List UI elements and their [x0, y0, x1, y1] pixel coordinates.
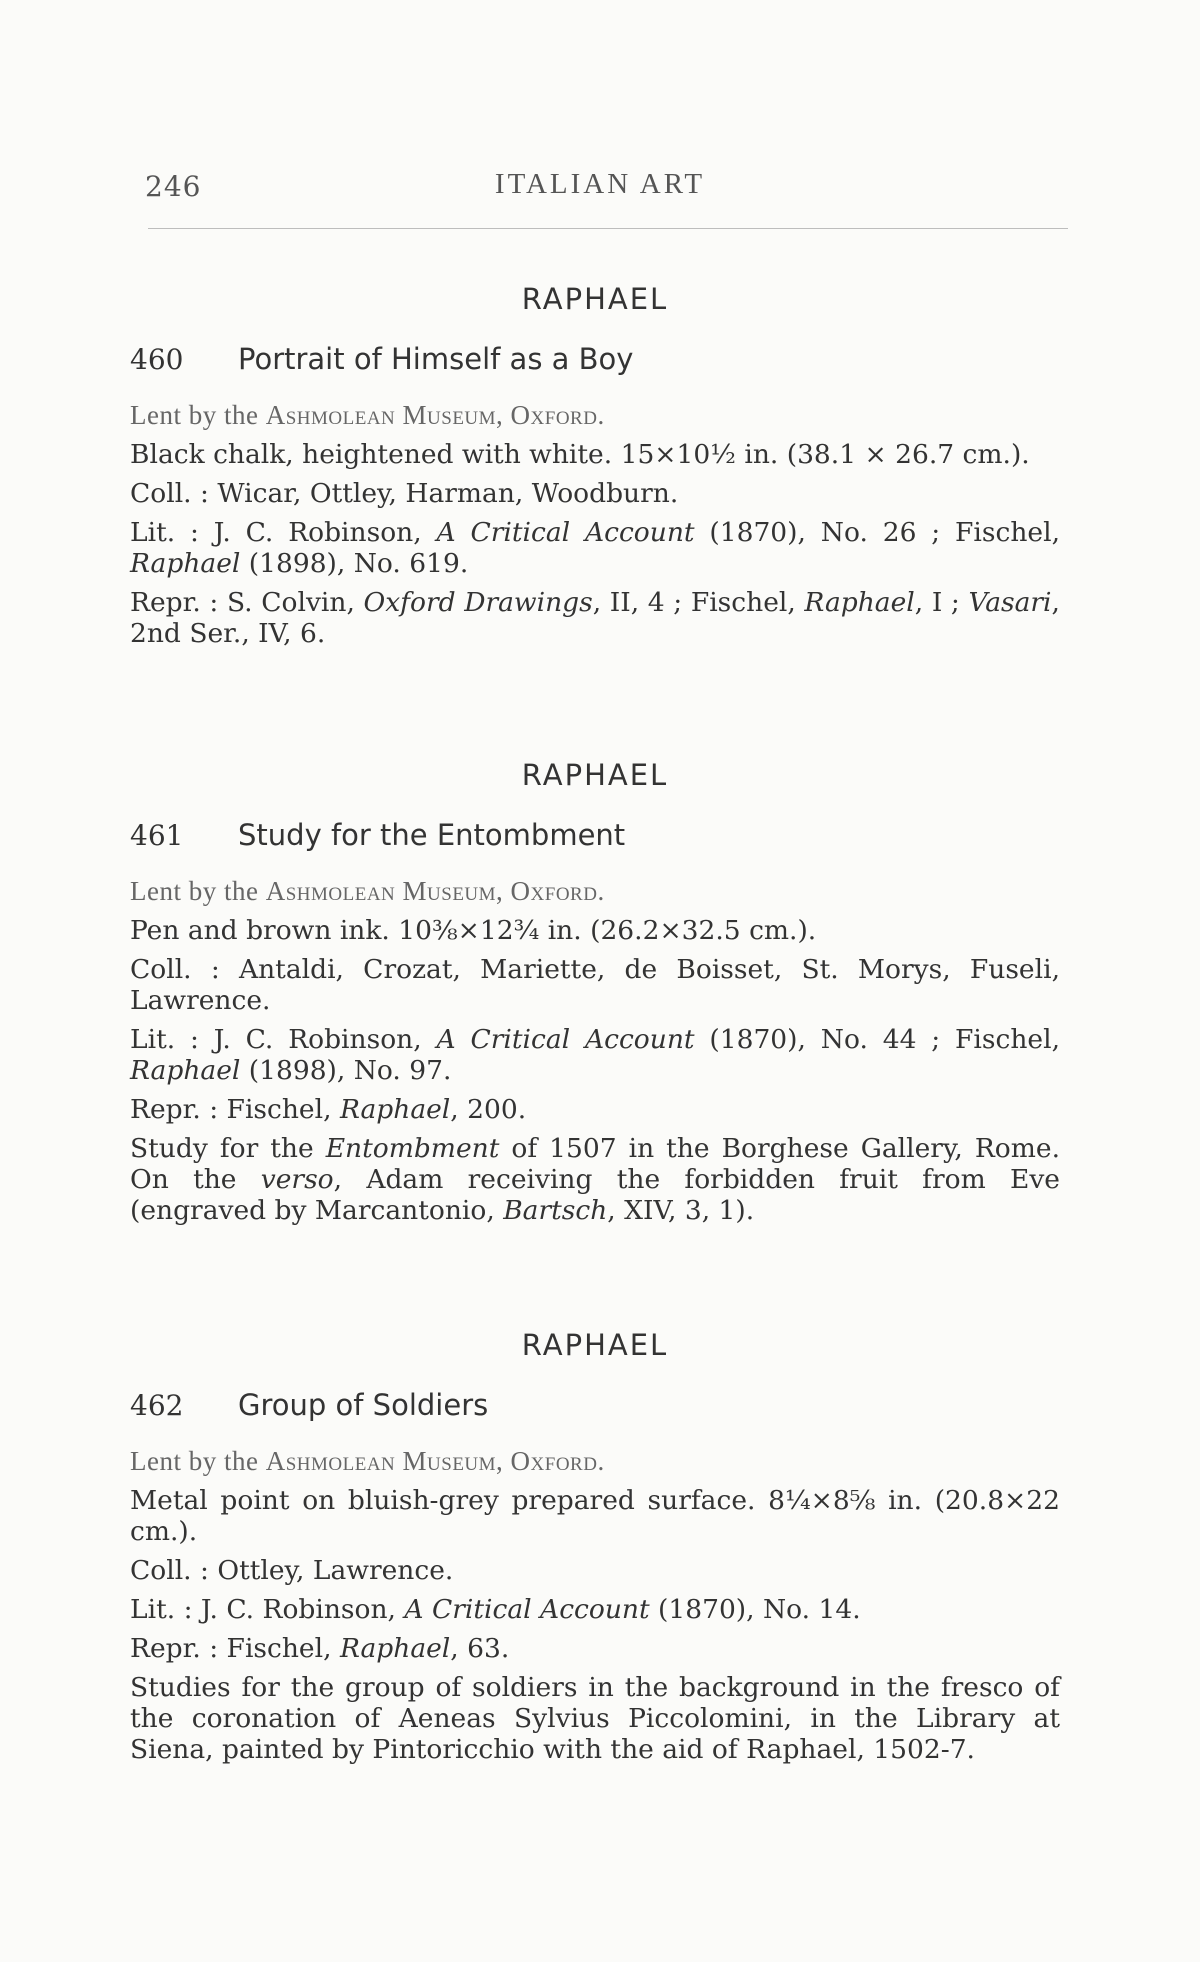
lender-line — [130, 400, 1060, 431]
note-text: , XIV, 3, 1). — [607, 1195, 755, 1226]
entry-title: Study for the Entombment — [238, 818, 626, 852]
lender-name: Ashmolean Museum, Oxford. — [265, 400, 605, 430]
lit-text: (1870), No. 26 ; Fischel, — [694, 517, 1061, 548]
note-paragraph — [130, 1672, 1060, 1765]
header-rule — [148, 228, 1068, 229]
catalogue-entry-461 — [130, 758, 1060, 1234]
repr-text: , 2nd Ser., IV, 6. — [130, 587, 1060, 649]
collection-line: Coll. : Ottley, Lawrence. — [130, 1555, 454, 1586]
repr-text: , 63. — [450, 1633, 510, 1664]
note-italic: Bartsch — [503, 1195, 608, 1226]
repr-italic: Raphael — [339, 1633, 451, 1664]
lender-prefix: Lent by the — [130, 876, 266, 906]
catalogue-number: 461 — [130, 819, 184, 852]
lender-name: Ashmolean Museum, Oxford. — [265, 876, 605, 906]
entry-title-row — [130, 342, 1060, 376]
note-text: , Adam receiving the forbidden fruit from Eve (engraved by Marcantonio, — [130, 1164, 1060, 1226]
note-italic: Entombment — [325, 1133, 500, 1164]
lender-name: Ashmolean Museum, Oxford. — [265, 1446, 605, 1476]
lit-text: (1898), No. 97. — [240, 1055, 452, 1086]
repr-text: Repr. : Fischel, — [130, 1633, 340, 1664]
note-text: Studies for the group of soldiers in the background in the fresco of the coronation of Aeneas Sylvius Piccolomini, in the Library at Siena, painted by Pintoricchio with the aid of Raphael, 1502-7. — [130, 1672, 1060, 1765]
repr-text: , II, 4 ; Fischel, — [592, 587, 805, 618]
entry-title-row — [130, 1388, 1060, 1422]
repr-italic: Raphael — [804, 587, 915, 618]
catalogue-number: 460 — [130, 343, 184, 376]
lit-text: (1898), No. 619. — [240, 548, 469, 579]
lit-text: (1870), No. 14. — [649, 1594, 861, 1625]
lender-line — [130, 876, 1060, 907]
page-number: 246 — [145, 170, 202, 203]
note-text: of 1507 in the Borghese Gallery, Rome. On the — [130, 1133, 1060, 1195]
note-italic: verso — [260, 1164, 334, 1195]
repr-text: , 200. — [450, 1094, 527, 1125]
entry-title: Portrait of Himself as a Boy — [238, 342, 634, 376]
note-paragraph — [130, 1133, 1060, 1226]
note-text: Study for the — [130, 1133, 326, 1164]
literature-line — [130, 1024, 1060, 1086]
repr-text: , I ; — [914, 587, 969, 618]
entry-title-row — [130, 818, 1060, 852]
medium-line: Black chalk, heightened with white. 15×10½ in. (38.1 × 26.7 cm.). — [130, 439, 1030, 470]
running-title: ITALIAN ART — [494, 168, 706, 200]
artist-heading: RAPHAEL — [521, 758, 669, 792]
entry-title: Group of Soldiers — [238, 1388, 489, 1422]
repr-italic: Oxford Drawings — [363, 587, 593, 618]
reproduction-line — [130, 1633, 1060, 1664]
medium-line: Pen and brown ink. 10⅜×12¾ in. (26.2×32.5 cm.). — [130, 915, 817, 946]
literature-line — [130, 1594, 1060, 1625]
lit-text: Lit. : J. C. Robinson, — [130, 517, 437, 548]
lit-italic: A Critical Account — [404, 1594, 650, 1625]
lender-prefix: Lent by the — [130, 400, 266, 430]
artist-heading: RAPHAEL — [521, 1328, 669, 1362]
catalogue-number: 462 — [130, 1389, 184, 1422]
lit-text: Lit. : J. C. Robinson, — [130, 1024, 437, 1055]
lit-italic: Raphael — [130, 1055, 241, 1086]
lit-text: Lit. : J. C. Robinson, — [130, 1594, 405, 1625]
reproduction-line — [130, 1094, 1060, 1125]
repr-text: Repr. : Fischel, — [130, 1094, 340, 1125]
lender-line — [130, 1446, 1060, 1477]
repr-italic: Raphael — [339, 1094, 451, 1125]
collection-line: Coll. : Antaldi, Crozat, Mariette, de Boisset, St. Morys, Fuseli, Lawrence. — [130, 954, 1060, 1016]
lit-italic: Raphael — [130, 548, 241, 579]
lit-text: (1870), No. 44 ; Fischel, — [694, 1024, 1061, 1055]
reproduction-line — [130, 587, 1060, 649]
artist-heading: RAPHAEL — [521, 282, 669, 316]
repr-text: Repr. : S. Colvin, — [130, 587, 364, 618]
catalogue-entry-460 — [130, 282, 1060, 657]
lit-italic: A Critical Account — [436, 1024, 695, 1055]
repr-italic: Vasari — [968, 587, 1052, 618]
literature-line — [130, 517, 1060, 579]
collection-line: Coll. : Wicar, Ottley, Harman, Woodburn. — [130, 478, 679, 509]
catalogue-entry-462 — [130, 1328, 1060, 1773]
medium-line: Metal point on bluish-grey prepared surface. 8¼×8⅝ in. (20.8×22 cm.). — [130, 1485, 1060, 1547]
lit-italic: A Critical Account — [436, 517, 695, 548]
lender-prefix: Lent by the — [130, 1446, 266, 1476]
